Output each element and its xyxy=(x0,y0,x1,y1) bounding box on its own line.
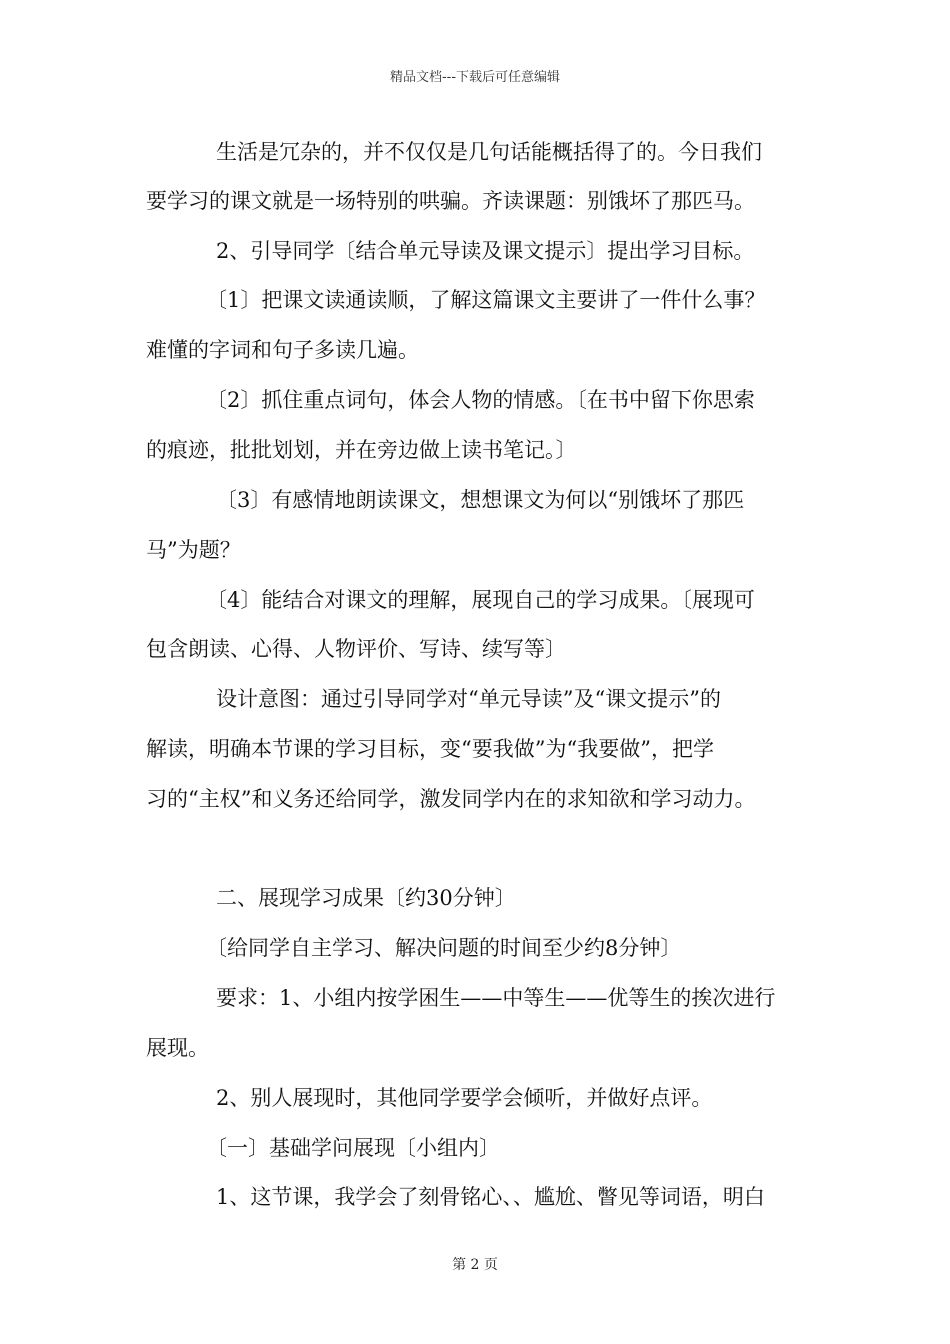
body-line: 展现。 xyxy=(146,1036,209,1060)
body-line: 解读，明确本节课的学习目标，变“要我做”为“我要做”，把学 xyxy=(146,737,714,761)
body-line: 〔3〕有感情地朗读课文，想想课文为何以“别饿坏了那匹 xyxy=(216,488,745,512)
body-line: 2、引导同学〔结合单元导读及课文提示〕提出学习目标。 xyxy=(216,239,755,263)
body-line: 要学习的课文就是一场特别的哄骗。齐读课题：别饿坏了那匹马。 xyxy=(146,189,755,213)
body-line: 要求：1、小组内按学困生——中等生——优等生的挨次进行 xyxy=(216,986,776,1010)
body-line: 〔1〕把课文读通读顺，了解这篇课文主要讲了一件什么事？ xyxy=(206,288,766,312)
body-line: 马”为题？ xyxy=(146,538,241,562)
section-heading: 二、展现学习成果〔约30分钟〕 xyxy=(216,886,516,910)
page-header: 精品文档---下载后可任意编辑 xyxy=(389,70,561,85)
body-line: 〔一〕基础学问展现〔小组内〕 xyxy=(206,1136,500,1160)
body-line: 生活是冗杂的，并不仅仅是几句话能概括得了的。今日我们 xyxy=(216,140,762,164)
body-line: 设计意图：通过引导同学对“单元导读”及“课文提示”的 xyxy=(216,687,721,711)
page-number: 第 2 页 xyxy=(452,1257,498,1273)
body-line: 的痕迹，批批划划，并在旁边做上读书笔记。〕 xyxy=(146,438,577,462)
body-line: 包含朗读、心得、人物评价、写诗、续写等〕 xyxy=(146,637,566,661)
body-line: 〔给同学自主学习、解决问题的时间至少约8分钟〕 xyxy=(206,936,682,960)
body-line: 1、这节课，我学会了刻骨铭心、、尴尬、瞥见等词语，明白 xyxy=(216,1185,765,1209)
body-line: 〔4〕能结合对课文的理解，展现自己的学习成果。〔展现可 xyxy=(206,588,755,612)
body-line: 习的“主权”和义务还给同学，激发同学内在的求知欲和学习动力。 xyxy=(146,787,756,811)
body-line: 难懂的字词和句子多读几遍。 xyxy=(146,338,419,362)
body-line: 〔2〕抓住重点词句，体会人物的情感。〔在书中留下你思索 xyxy=(206,388,755,412)
body-line: 2、别人展现时，其他同学要学会倾听，并做好点评。 xyxy=(216,1086,713,1110)
